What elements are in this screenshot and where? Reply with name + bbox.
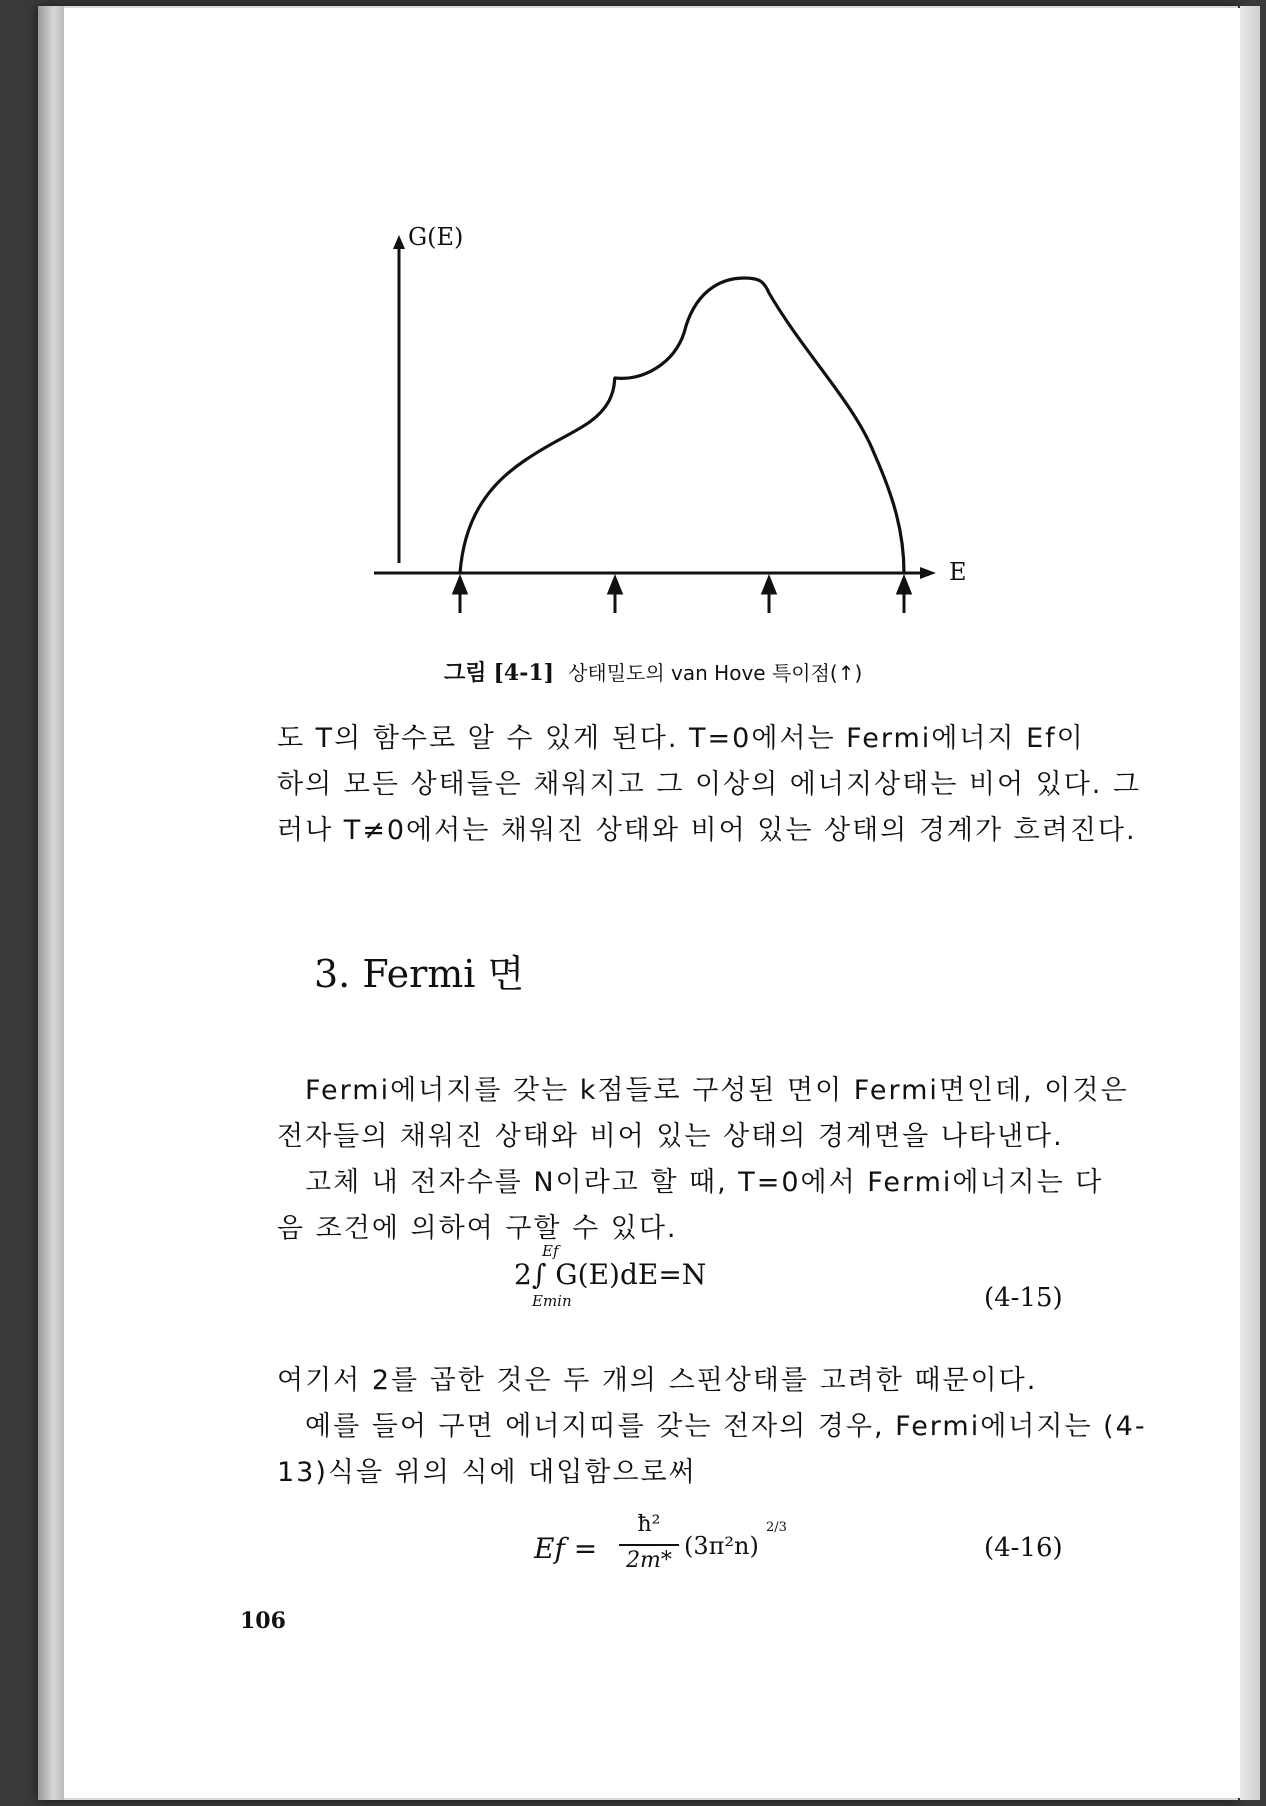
section-heading: 3. Fermi 면 [314, 952, 525, 996]
equation-1-upper-limit: Ef [542, 1242, 559, 1260]
caption-text: 상태밀도의 van Hove 특이점(↑) [568, 661, 863, 685]
equation-2-lhs: Ef = [534, 1532, 598, 1565]
singularity-arrowhead-3-icon [763, 578, 775, 593]
paragraph-3 [277, 1358, 1157, 1496]
fraction-bar [619, 1544, 679, 1546]
book-spine [38, 6, 64, 1800]
caption-title: 그림 [444, 661, 487, 686]
equation-2-exponent: 2/3 [766, 1520, 787, 1535]
equation-1-number: (4-15) [984, 1283, 1063, 1313]
y-axis-arrow-icon [393, 235, 405, 249]
equation-2-numerator: ħ² [637, 1512, 661, 1537]
equation-1-lower-limit: Emin [532, 1292, 572, 1310]
equation-1-expression: 2∫ G(E)dE=N [514, 1258, 707, 1291]
singularity-arrowhead-1-icon [454, 578, 466, 593]
singularity-arrowhead-2-icon [609, 578, 621, 593]
density-of-states-figure [364, 223, 1004, 613]
paragraph-2-line: Fermi에너지를 갖는 k점들로 구성된 면이 Fermi면인데, 이것은 [305, 1075, 1129, 1106]
paragraph-3-line: 예를 들어 구면 에너지띠를 갖는 전자의 경우, Fermi에너지는 (4- [305, 1411, 1147, 1442]
y-axis-label: G(E) [408, 223, 464, 251]
figure-caption [444, 656, 1064, 687]
equation-4-15 [514, 1242, 707, 1310]
equation-2-denominator: 2m* [626, 1548, 672, 1573]
equation-2-number: (4-16) [984, 1533, 1063, 1563]
x-axis-arrow-icon [920, 567, 936, 579]
singularity-arrowhead-4-icon [898, 578, 910, 593]
equation-4-16 [534, 1512, 834, 1578]
x-axis-label: E [949, 558, 967, 586]
paragraph-2-line: 음 조건에 의하여 구할 수 있다. [277, 1213, 678, 1244]
dos-curve [460, 278, 904, 573]
paragraph-3-line: 13)식을 위의 식에 대입함으로써 [277, 1457, 697, 1488]
paragraph-1-line: 러나 T≠0에서는 채워진 상태와 비어 있는 상태의 경계가 흐려진다. [277, 815, 1137, 846]
paragraph-2-line: 고체 내 전자수를 N이라고 할 때, T=0에서 Fermi에너지는 다 [305, 1167, 1104, 1198]
paragraph-2-line: 전자들의 채워진 상태와 비어 있는 상태의 경계면을 나타낸다. [277, 1121, 1064, 1152]
paragraph-1 [277, 716, 1157, 854]
page [64, 8, 1240, 1798]
page-number: 106 [240, 1608, 286, 1634]
paragraph-2 [277, 1068, 1157, 1252]
paragraph-3-line: 여기서 2를 곱한 것은 두 개의 스핀상태를 고려한 때문이다. [277, 1365, 1038, 1396]
caption-number: [4-1] [493, 660, 555, 686]
dos-plot [364, 233, 1004, 613]
page-edge [1240, 6, 1260, 1800]
equation-2-rhs: (3π²n) [684, 1532, 759, 1560]
paragraph-1-line: 하의 모든 상태들은 채워지고 그 이상의 에너지상태는 비어 있다. 그 [277, 769, 1142, 800]
paragraph-1-line: 도 T의 함수로 알 수 있게 된다. T=0에서는 Fermi에너지 Ef이 [277, 723, 1085, 754]
